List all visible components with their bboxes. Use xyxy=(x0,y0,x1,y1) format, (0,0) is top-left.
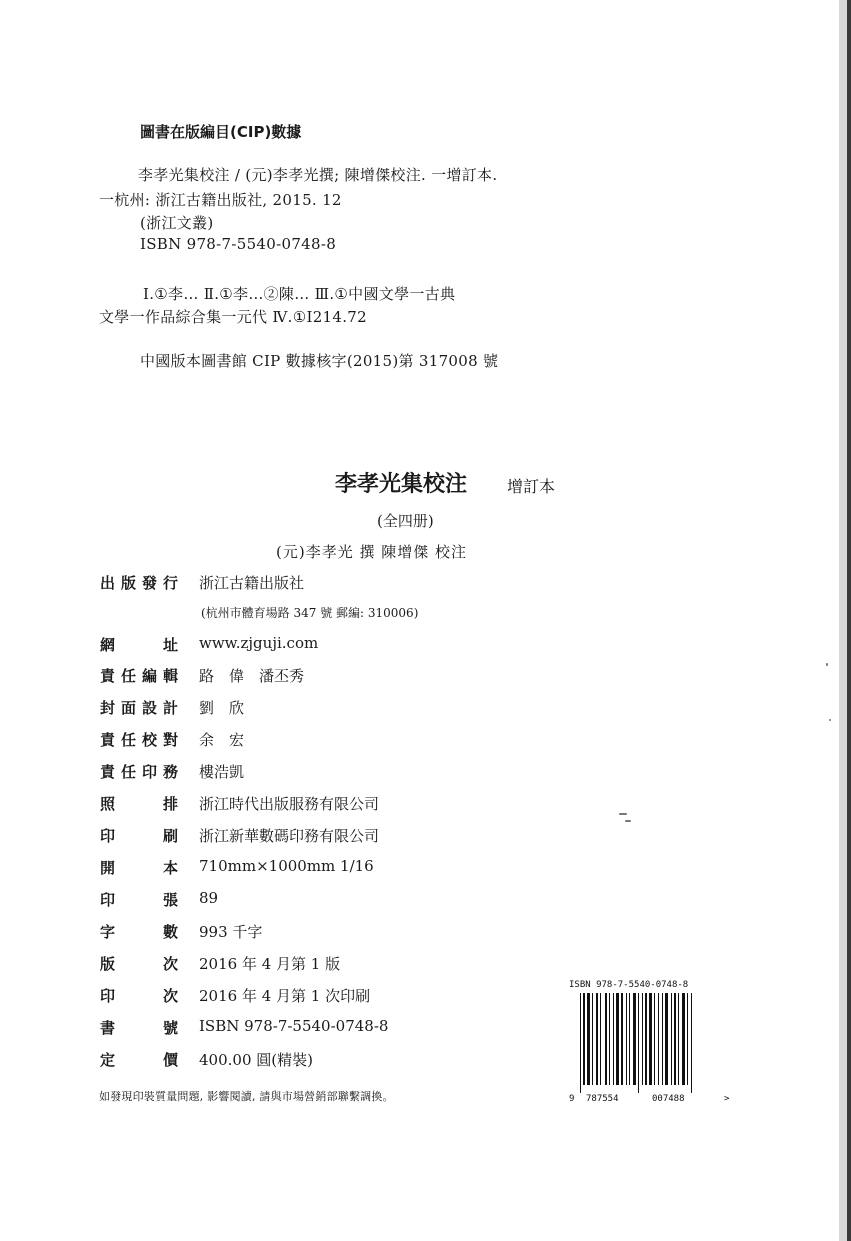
row-value: 2016 年 4 月第 1 次印刷 xyxy=(199,987,371,1005)
row-label: 版次 xyxy=(100,955,178,973)
barcode-bar xyxy=(687,993,688,1085)
barcode-graphic xyxy=(566,977,738,1105)
barcode-bar xyxy=(605,993,607,1085)
cip-line: 一杭州: 浙江古籍出版社, 2015. 12 xyxy=(99,191,342,209)
row-label: 責任編輯 xyxy=(100,667,178,685)
barcode-bar xyxy=(678,993,679,1085)
row-value: 993 千字 xyxy=(199,923,263,941)
barcode-bar xyxy=(642,993,643,1085)
row-label: 字數 xyxy=(100,923,178,941)
scan-speck xyxy=(829,719,831,721)
barcode-bar xyxy=(616,993,619,1085)
publisher-address: (杭州市體育場路 347 號 郵編: 310006) xyxy=(201,606,419,620)
barcode-digit-first: 9 xyxy=(569,1094,575,1104)
cip-line: (浙江文叢) xyxy=(140,214,214,232)
barcode-bar xyxy=(671,993,672,1085)
cip-line: ISBN 978-7-5540-0748-8 xyxy=(140,235,337,253)
barcode-bar xyxy=(580,993,581,1093)
scan-speck xyxy=(619,813,627,815)
row-value: 浙江時代出版服務有限公司 xyxy=(199,795,380,813)
cip-line: 中國版本圖書館 CIP 數據核字(2015)第 317008 號 xyxy=(140,352,499,370)
barcode-bars xyxy=(580,993,692,1093)
barcode-digits-left: 787554 xyxy=(586,1094,619,1104)
book-volumes: (全四册) xyxy=(377,512,434,530)
cip-line: Ⅰ.①李… Ⅱ.①李…②陳… Ⅲ.①中國文學一古典 xyxy=(143,285,456,303)
row-value: 浙江新華數碼印務有限公司 xyxy=(199,827,380,845)
barcode-bar xyxy=(682,993,685,1085)
row-label: 印刷 xyxy=(100,827,178,845)
barcode-bar xyxy=(649,993,652,1085)
book-subtitle: 增訂本 xyxy=(507,477,556,496)
row-value: 89 xyxy=(199,889,219,907)
row-value: 浙江古籍出版社 xyxy=(199,574,305,592)
book-authors: (元)李孝光 撰 陳增傑 校注 xyxy=(276,543,468,561)
barcode-bar xyxy=(600,993,601,1085)
barcode-bar xyxy=(609,993,610,1085)
barcode-bar xyxy=(592,993,593,1085)
scan-speck xyxy=(826,663,828,666)
row-label: 照排 xyxy=(100,795,178,813)
barcode-isbn-text: ISBN 978-7-5540-0748-8 xyxy=(569,980,689,990)
row-label: 印張 xyxy=(100,891,178,909)
row-value: www.zjguji.com xyxy=(199,634,319,652)
quality-notice: 如發現印裝質量問題, 影響閱讀, 請與市場營銷部聯繫調換。 xyxy=(99,1090,394,1103)
barcode-bar xyxy=(674,993,676,1085)
isbn-barcode xyxy=(566,977,738,1105)
row-value: 劉 欣 xyxy=(199,699,245,717)
row-label: 封面設計 xyxy=(100,699,178,717)
row-label: 定價 xyxy=(100,1051,178,1069)
barcode-arrow: > xyxy=(724,1094,730,1104)
barcode-digits-right: 007488 xyxy=(652,1094,685,1104)
row-value: 路 偉 潘丕秀 xyxy=(199,667,305,685)
row-label: 書號 xyxy=(100,1019,178,1037)
cip-line: 文學一作品綜合集一元代 Ⅳ.①I214.72 xyxy=(99,308,367,326)
scan-speck xyxy=(625,820,631,822)
barcode-bar xyxy=(665,993,668,1085)
row-value: 樓浩凱 xyxy=(199,763,245,781)
row-value: 2016 年 4 月第 1 版 xyxy=(199,955,341,973)
row-value: 余 宏 xyxy=(199,731,245,749)
barcode-bar xyxy=(691,993,692,1093)
row-value: ISBN 978-7-5540-0748-8 xyxy=(199,1017,389,1035)
barcode-bar xyxy=(583,993,585,1085)
barcode-bar xyxy=(662,993,663,1085)
barcode-bar xyxy=(658,993,659,1085)
row-value: 710mm×1000mm 1/16 xyxy=(199,857,374,875)
row-label: 網址 xyxy=(100,636,178,654)
row-label: 開本 xyxy=(100,859,178,877)
cip-line: 李孝光集校注 / (元)李孝光撰; 陳增傑校注. 一增訂本. xyxy=(138,166,498,184)
page-edge xyxy=(839,0,851,1241)
barcode-bar xyxy=(587,993,590,1085)
barcode-bar xyxy=(645,993,647,1085)
barcode-bar xyxy=(629,993,630,1085)
book-title: 李孝光集校注 xyxy=(335,472,468,497)
row-label: 出版發行 xyxy=(100,574,178,592)
barcode-bar xyxy=(626,993,627,1085)
barcode-bar xyxy=(654,993,655,1085)
barcode-bar xyxy=(638,993,639,1093)
cip-heading: 圖書在版編目(CIP)數據 xyxy=(140,123,302,141)
row-value: 400.00 圓(精裝) xyxy=(199,1051,313,1069)
row-label: 責任校對 xyxy=(100,731,178,749)
row-label: 印次 xyxy=(100,987,178,1005)
barcode-bar xyxy=(613,993,614,1085)
barcode-bar xyxy=(621,993,623,1085)
barcode-bar xyxy=(596,993,598,1085)
barcode-bar xyxy=(633,993,636,1085)
row-label: 責任印務 xyxy=(100,763,178,781)
